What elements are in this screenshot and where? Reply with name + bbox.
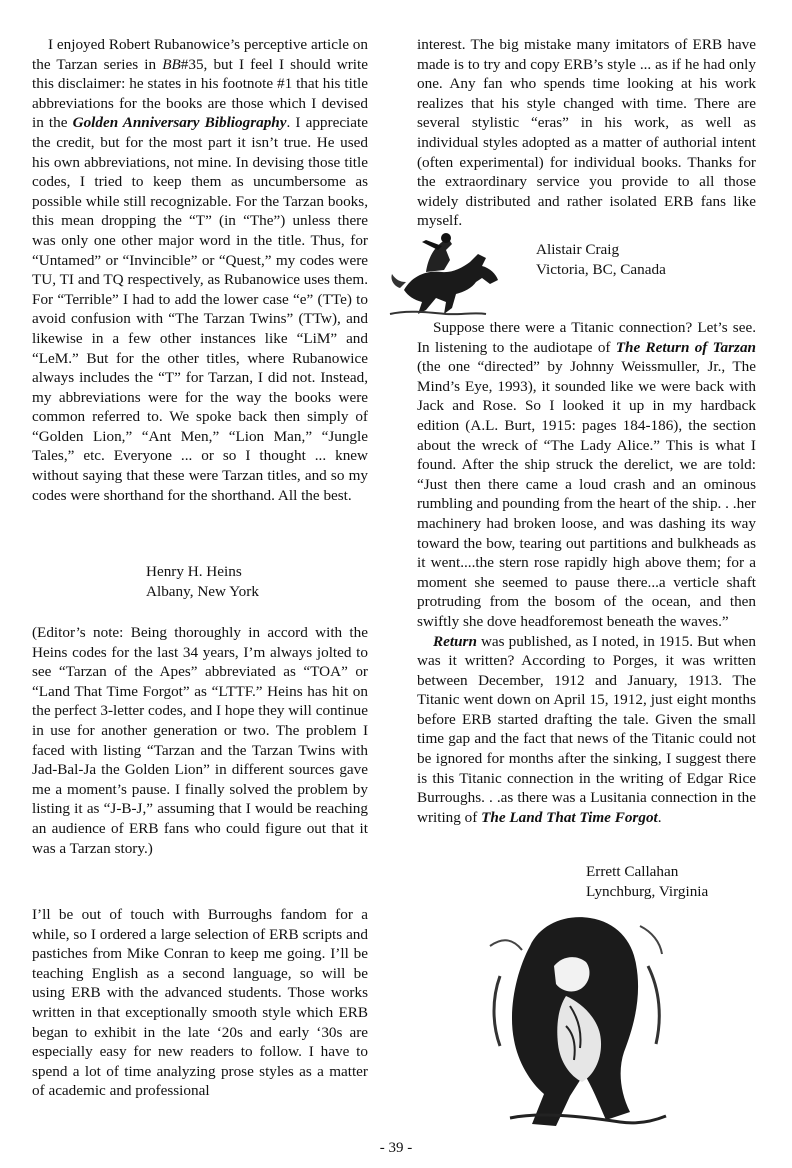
letter-craig-end: interest. The big mistake many imitators of ERB have made is to try and copy ERB’s style ... as if he had only one. Any fan who spends time looking at his work realizes that his style changed with time. There are several stylistic “eras” in his work, as well as individual styles adopted as a matter of authorial intent (often experimental) for individual books. Thanks for the extraordinary service you provide to all those widely distributed and rather isolated ERB fans like myself.	[417, 36, 756, 230]
letter-callahan-p2: Return was published, as I noted, in 1915. But when was it written? According to Porges, it was written between December, 1912 and January, 1913. The Titanic went down on April 15, 1912, just eight months before ERB started drafting the tale. Given the small time gap and the fact that news of the Titanic could not be ignored for months after the sinking, I suggest there is this Titanic connection in the writing of Edgar Rice Burroughs. . .as there was a Lusitania connection in the writing of The Land That Time Forgot.	[417, 632, 756, 826]
book-title-return-of-tarzan: The Return of Tarzan	[615, 338, 756, 356]
editors-note: (Editor’s note: Being thoroughly in accord with the Heins codes for the last 34 years, I’m always jolted to see “Tarzan of the Apes” abbreviated as “TOA” or “Land That Time Forgot” as “LTTF.” Heins has hit on the perfect 3-letter codes, and I hope they will continue in use for another generation or two. The problem I faced with listing “Tarzan and the Tarzan Twins with Jad-Bal-Ja the Golden Lion” in different sources gave me a moment’s pause. I finally solved the problem by listing it as “J-B-J,” assuming that I would be reaching an audience of ERB fans who could figure out that it was a Tarzan story.)	[32, 624, 368, 857]
book-title-golden-anniversary: Golden Anniversary Bibliography	[72, 114, 287, 132]
editors-note-block	[32, 623, 368, 858]
signature-heins	[146, 562, 259, 602]
letter-craig-start: I’ll be out of touch with Burroughs fandom for a while, so I ordered a large selection of ERB scripts and pastiches from Mike Conran to keep me going. I’ll be teaching English as a second language, so will be using ERB with the advanced students. Those works written in that exceptionally smooth style which ERB began to exhibit in the late ‘20s and early ‘30s are especially easy for new readers to follow. I have to spend a lot of time analyzing prose styles as a matter of academic and professional	[32, 906, 368, 1100]
signature-name: Alistair Craig	[536, 241, 620, 258]
right-column-top	[417, 35, 756, 231]
signature-place: Albany, New York	[146, 583, 259, 600]
book-title-return: Return	[433, 632, 477, 650]
signature-callahan	[586, 862, 708, 902]
signature-place: Victoria, BC, Canada	[536, 261, 666, 278]
letter-callahan-p1: Suppose there were a Titanic connection? Let’s see. In listening to the audiotape of The Return of Tarzan (the one “directed” by Johnny Weissmuller, Jr., The Mind’s Eye, 1993), it sounded like we were back with Jack and Rose. So I looked it up in my hardback edition (A.L. Burt, 1915: pages 184-186), the section about the wreck of “The Lady Alice.” This is what I found. After the ship struck the derelict, we are told: “Just then there came a loud crash and an ominous rumbling and pounding from the heart of the ship. . .her machinery had broken loose, and was dashing its way toward the bow, tearing out partitions and bulkheads as it went....the stern rose rapidly high above them; for a moment she seemed to pause there...a verticle shaft protruding from the bosom of the ocean, and then swiftly she dove headforemost beneath the waves.”	[417, 319, 756, 630]
letter-heins: I enjoyed Robert Rubanowice’s perceptive article on the Tarzan series in BB#35, but I feel I should write this disclaimer: he states in his footnote #1 that his title abbreviations for the books are those which I devised in the Golden Anniversary Bibliography. I appreciate the credit, but for the most part it isn’t true. He used his own abbreviations, not mine. In devising those title codes, I tried to keep them as uncumbersome as possible while still recognizable. For the Tarzan books, this mean dropping the “T” (in “The”) unless there was only one other major word in the title. Thus, for “Untamed” or “Invincible” or “Quest,” my codes were TU, TI and TQ respectively, as Rubanowice uses them. For “Terrible” I had to add the lower case “e” (TTe) to avoid confusion with “The Tarzan Twins” (TTw), and likewise in a few other instances like “LiM” and “LeM.” But for the other titles, where Rubanowice always includes the “T” for Tarzan, I did not. Instead, my abbreviations were for the way the books were common referred to. We spoke back then simply of “Golden Lion,” “Ant Men,” “Lion Man,” “Jungle Tales,” etc. Everyone ... or so I thought ... knew without saying that these were Tarzan titles, and so my codes were shorthand for the shorthand. All the best.	[32, 36, 368, 504]
page-number: - 39 -	[379, 1140, 413, 1156]
signature-craig	[536, 240, 666, 280]
book-title-land-that-time-forgot: The Land That Time Forgot	[481, 808, 658, 826]
tarzan-ape-illustration	[470, 906, 680, 1141]
letter-craig-start-block	[32, 905, 368, 1101]
horse-rider-illustration	[386, 228, 504, 323]
signature-name: Errett Callahan	[586, 863, 679, 880]
letter-callahan	[417, 318, 756, 827]
signature-name: Henry H. Heins	[146, 563, 242, 580]
left-column	[32, 35, 368, 505]
signature-place: Lynchburg, Virginia	[586, 883, 709, 900]
